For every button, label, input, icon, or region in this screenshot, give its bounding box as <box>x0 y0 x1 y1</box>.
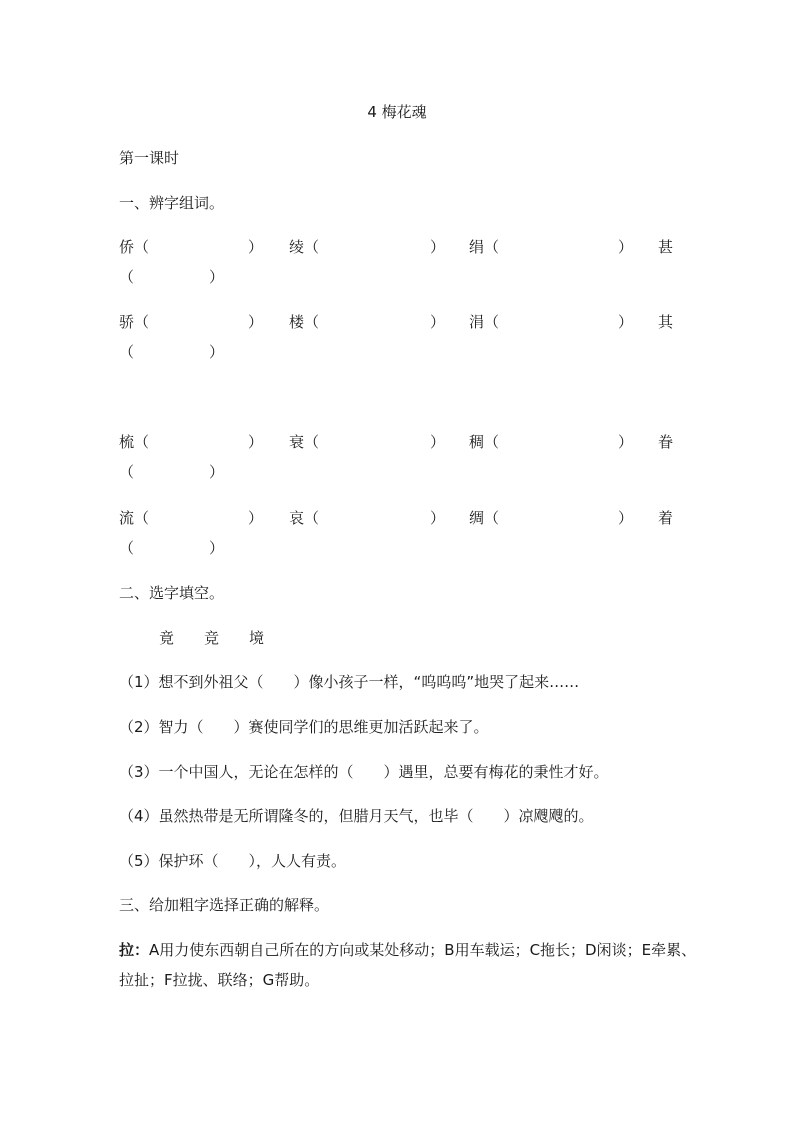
word-char: 衰（ <box>289 433 320 451</box>
fill-item: （2）智力（ ）赛使同学们的思维更加活跃起来了。 <box>119 718 489 736</box>
wrap-blank: （ ） <box>119 539 225 557</box>
paren-close: ） <box>618 238 634 256</box>
paren-close: ） <box>430 238 446 256</box>
word-char: 着 <box>658 509 674 527</box>
fill-item: （1）想不到外祖父（ ）像小孩子一样，“呜呜呜”地哭了起来…… <box>119 673 580 691</box>
section2-heading: 二、选字填空。 <box>119 584 225 602</box>
page-title: 4 梅花魂 <box>367 103 427 121</box>
word-char: 侨（ <box>119 238 150 256</box>
word-char: 骄（ <box>119 313 150 331</box>
paren-close: ） <box>618 433 634 451</box>
word-char: 甚 <box>658 238 674 256</box>
word-char: 涓（ <box>469 313 500 331</box>
word-char: 绢（ <box>469 238 500 256</box>
section1-heading: 一、辨字组词。 <box>119 194 225 212</box>
lesson-label: 第一课时 <box>119 149 180 167</box>
wrap-blank: （ ） <box>119 463 225 481</box>
paren-close: ） <box>618 509 634 527</box>
paren-close: ） <box>430 433 446 451</box>
paren-close: ） <box>248 238 264 256</box>
fill-item: （4）虽然热带是无所谓隆冬的，但腊月天气，也毕（ ）凉飕飕的。 <box>119 807 594 825</box>
paren-close: ） <box>430 313 446 331</box>
paren-close: ） <box>248 433 264 451</box>
word-char: 稠（ <box>469 433 500 451</box>
paren-close: ） <box>618 313 634 331</box>
word-char: 梳（ <box>119 433 150 451</box>
word-char: 其 <box>658 313 674 331</box>
definition-text: A用力使东西朝自己所在的方向或某处移动；B用车载运；C拖长；D闲谈；E牵累、拉扯；F拉拢、联络；G帮助。 <box>119 941 697 989</box>
paren-close: ） <box>248 313 264 331</box>
fill-item: （5）保护环（ ），人人有责。 <box>119 852 347 870</box>
section3-heading: 三、给加粗字选择正确的解释。 <box>119 896 330 914</box>
word-char: 楼（ <box>289 313 320 331</box>
wrap-blank: （ ） <box>119 268 225 286</box>
paren-close: ） <box>430 509 446 527</box>
paren-close: ） <box>248 509 264 527</box>
word-char: 绫（ <box>289 238 320 256</box>
word-char: 眷 <box>658 433 674 451</box>
bold-word: 拉： <box>119 941 150 959</box>
word-char: 流（ <box>119 509 150 527</box>
char-options: 竟 竞 境 <box>159 629 265 647</box>
definition-block <box>119 935 699 995</box>
word-char: 哀（ <box>289 509 320 527</box>
word-char: 绸（ <box>469 509 500 527</box>
wrap-blank: （ ） <box>119 343 225 361</box>
fill-item: （3）一个中国人，无论在怎样的（ ）遇里，总要有梅花的秉性才好。 <box>119 763 609 781</box>
